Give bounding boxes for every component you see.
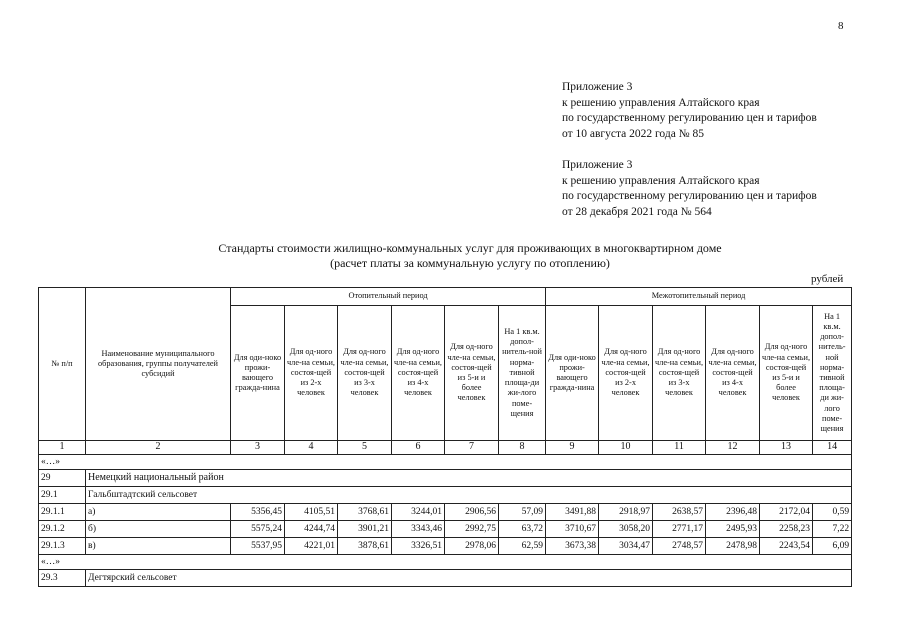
value-cell: 3673,38 xyxy=(546,538,599,555)
group-name: в) xyxy=(86,538,231,555)
column-number-row xyxy=(39,441,852,455)
header-heating-col: Для од-ного чле-на семьи, состоя-щей из 3-х человек xyxy=(338,306,392,441)
value-cell: 3491,88 xyxy=(546,504,599,521)
value-cell: 63,72 xyxy=(499,521,546,538)
appendix-block-original xyxy=(562,158,817,220)
value-cell: 62,59 xyxy=(499,538,546,555)
value-cell: 5356,45 xyxy=(231,504,285,521)
column-number: 2 xyxy=(86,441,231,455)
appendix-line: к решению управления Алтайского края xyxy=(562,96,760,109)
header-interheating-col: На 1 кв.м. допол-нитель-ной норма-тивной площа-ди жи-лого поме-щения xyxy=(813,306,852,441)
column-number: 11 xyxy=(653,441,706,455)
value-cell: 7,22 xyxy=(813,521,852,538)
table-row-section xyxy=(39,470,852,487)
header-heating-col: Для од-ного чле-на семьи, состоя-щей из 5-и и более человек xyxy=(445,306,499,441)
column-number: 4 xyxy=(285,441,338,455)
value-cell: 5575,24 xyxy=(231,521,285,538)
value-cell: 3244,01 xyxy=(392,504,445,521)
header-interheating-col: Для од-ного чле-на семьи, состоя-щей из 5-и и более человек xyxy=(760,306,813,441)
value-cell: 3878,61 xyxy=(338,538,392,555)
appendix-line: к решению управления Алтайского края xyxy=(562,174,760,187)
column-number: 8 xyxy=(499,441,546,455)
row-number: 29.3 xyxy=(39,570,86,587)
appendix-line: Приложение 3 xyxy=(562,159,633,171)
table-row-subsection xyxy=(39,570,852,587)
subsection-name: Гальбштадтский сельсовет xyxy=(86,487,852,504)
table-row-ellipsis xyxy=(39,455,852,470)
value-cell: 2638,57 xyxy=(653,504,706,521)
header-row-number: № п/п xyxy=(39,288,86,441)
value-cell: 3710,67 xyxy=(546,521,599,538)
value-cell: 4105,51 xyxy=(285,504,338,521)
value-cell: 2243,54 xyxy=(760,538,813,555)
row-number: 29.1.2 xyxy=(39,521,86,538)
row-number: 29 xyxy=(39,470,86,487)
column-number: 9 xyxy=(546,441,599,455)
title-subline: (расчет платы за коммунальную услугу по отоплению) xyxy=(330,256,610,270)
value-cell: 2906,56 xyxy=(445,504,499,521)
column-number: 5 xyxy=(338,441,392,455)
value-cell: 2748,57 xyxy=(653,538,706,555)
column-number: 13 xyxy=(760,441,813,455)
value-cell: 2918,97 xyxy=(599,504,653,521)
header-interheating-col: Для од-ного чле-на семьи, состоя-щей из 4-х человек xyxy=(706,306,760,441)
header-heating-col: На 1 кв.м. допол-нитель-ной норма-тивной площа-ди жи-лого поме-щения xyxy=(499,306,546,441)
column-number: 3 xyxy=(231,441,285,455)
value-cell: 3768,61 xyxy=(338,504,392,521)
section-name: Немецкий национальный район xyxy=(86,470,852,487)
table-row-subsection xyxy=(39,487,852,504)
title-line: Стандарты стоимости жилищно-коммунальных услуг для проживающих в многоквартирном доме xyxy=(218,241,722,255)
row-number: 29.1 xyxy=(39,487,86,504)
currency-unit: рублей xyxy=(811,273,844,285)
value-cell: 4244,74 xyxy=(285,521,338,538)
document-title xyxy=(120,241,820,271)
value-cell: 2172,04 xyxy=(760,504,813,521)
value-cell: 2495,93 xyxy=(706,521,760,538)
group-name: б) xyxy=(86,521,231,538)
value-cell: 3343,46 xyxy=(392,521,445,538)
value-cell: 2258,23 xyxy=(760,521,813,538)
value-cell: 6,09 xyxy=(813,538,852,555)
column-number: 14 xyxy=(813,441,852,455)
value-cell: 3034,47 xyxy=(599,538,653,555)
row-number: 29.1.1 xyxy=(39,504,86,521)
ellipsis-marker: «…» xyxy=(39,455,852,470)
value-cell: 3901,21 xyxy=(338,521,392,538)
table-row xyxy=(39,538,852,555)
subsection-name: Дегтярский сельсовет xyxy=(86,570,852,587)
header-heating-col: Для од-ного чле-на семьи, состоя-щей из 4-х человек xyxy=(392,306,445,441)
group-name: а) xyxy=(86,504,231,521)
header-heating-period: Отопительный период xyxy=(231,288,546,306)
value-cell: 2478,98 xyxy=(706,538,760,555)
header-interheating-col: Для оди-ноко прожи-вающего гражда-нина xyxy=(546,306,599,441)
appendix-line: по государственному регулированию цен и тарифов xyxy=(562,112,817,124)
column-number: 10 xyxy=(599,441,653,455)
row-number: 29.1.3 xyxy=(39,538,86,555)
value-cell: 2771,17 xyxy=(653,521,706,538)
value-cell: 2396,48 xyxy=(706,504,760,521)
header-interheating-col: Для од-ного чле-на семьи, состоя-щей из 2-х человек xyxy=(599,306,653,441)
header-interheating-col: Для од-ного чле-на семьи, состоя-щей из 3-х человек xyxy=(653,306,706,441)
appendix-line: по государственному регулированию цен и тарифов xyxy=(562,190,817,202)
value-cell: 3326,51 xyxy=(392,538,445,555)
header-heating-col: Для оди-ноко прожи-вающего гражда-нина xyxy=(231,306,285,441)
column-number: 1 xyxy=(39,441,86,455)
value-cell: 3058,20 xyxy=(599,521,653,538)
column-number: 7 xyxy=(445,441,499,455)
appendix-line: от 10 августа 2022 года № 85 xyxy=(562,127,705,140)
value-cell: 5537,95 xyxy=(231,538,285,555)
column-number: 12 xyxy=(706,441,760,455)
table-row-ellipsis xyxy=(39,555,852,570)
appendix-line: Приложение 3 xyxy=(562,81,633,93)
header-interheating-period: Межотопительный период xyxy=(546,288,852,306)
appendix-line: от 28 декабря 2021 года № 564 xyxy=(562,205,712,218)
value-cell: 2978,06 xyxy=(445,538,499,555)
header-heating-col: Для од-ного чле-на семьи, состоя-щей из 2-х человек xyxy=(285,306,338,441)
rates-table xyxy=(38,287,852,587)
table-row xyxy=(39,504,852,521)
ellipsis-marker: «…» xyxy=(39,555,852,570)
column-number: 6 xyxy=(392,441,445,455)
value-cell: 2992,75 xyxy=(445,521,499,538)
header-name: Наименование муниципального образования, группы получателей субсидий xyxy=(86,288,231,441)
page-number: 8 xyxy=(838,20,844,32)
value-cell: 0,59 xyxy=(813,504,852,521)
value-cell: 57,09 xyxy=(499,504,546,521)
table-row xyxy=(39,521,852,538)
appendix-block-current xyxy=(562,80,817,142)
value-cell: 4221,01 xyxy=(285,538,338,555)
